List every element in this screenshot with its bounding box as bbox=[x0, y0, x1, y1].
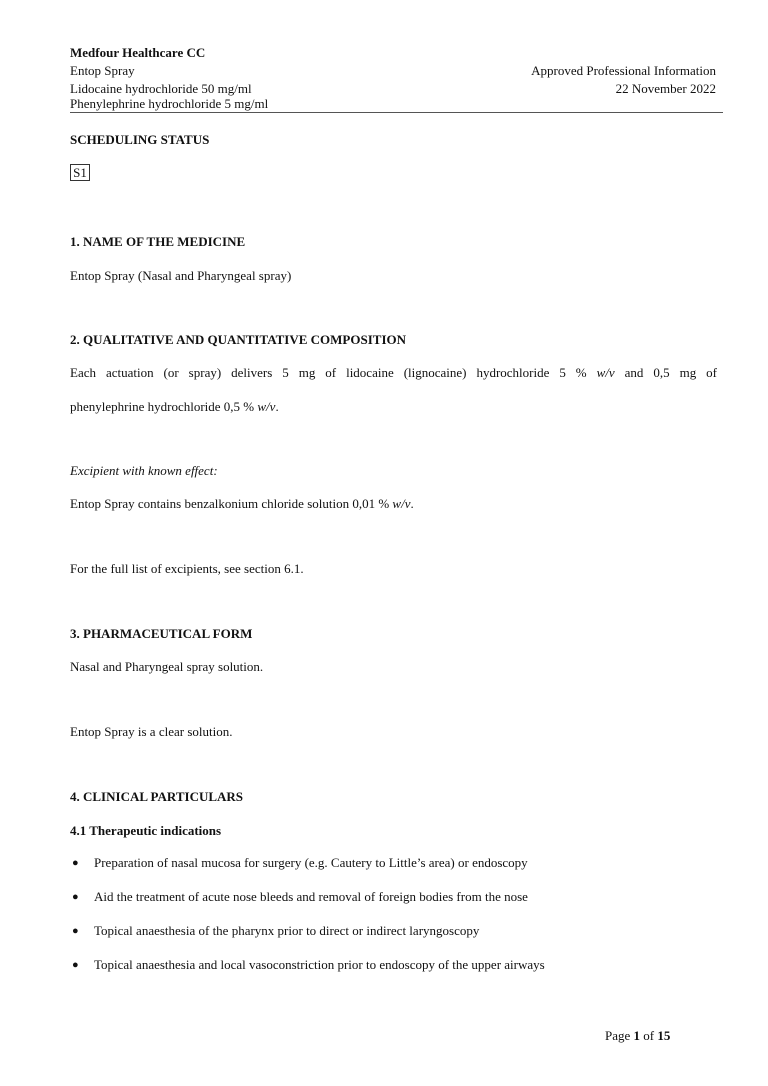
pharmaceutical-form-text: Nasal and Pharyngeal spray solution. bbox=[70, 659, 264, 674]
page-total: 15 bbox=[657, 1028, 671, 1043]
composition-line-1-end: and 0,5 mg of bbox=[624, 365, 717, 380]
bullet-point-icon: ● bbox=[72, 857, 79, 869]
document-type: Approved Professional Information bbox=[531, 63, 716, 78]
composition-line-1 bbox=[70, 365, 717, 381]
excipient-unit: w/v bbox=[392, 496, 411, 511]
section-4-heading: 4. CLINICAL PARTICULARS bbox=[70, 789, 244, 804]
bullet-point-icon: ● bbox=[72, 891, 79, 903]
indication-item: Aid the treatment of acute nose bleeds and removal of foreign bodies from the nose bbox=[94, 889, 528, 904]
composition-line-2-unit: w/v bbox=[257, 399, 276, 414]
header-divider bbox=[70, 112, 723, 113]
appearance-text: Entop Spray is a clear solution. bbox=[70, 724, 233, 739]
indication-item: Preparation of nasal mucosa for surgery (e.g. Cautery to Little’s area) or endoscopy bbox=[94, 855, 528, 870]
excipient-text-main: Entop Spray contains benzalkonium chloride solution 0,01 % bbox=[70, 496, 390, 511]
excipient-heading: Excipient with known effect: bbox=[70, 463, 218, 478]
indication-item: Topical anaesthesia and local vasoconstriction prior to endoscopy of the upper airways bbox=[94, 957, 545, 972]
page-of: of bbox=[643, 1028, 655, 1043]
document-date: 22 November 2022 bbox=[615, 81, 716, 96]
excipient-text bbox=[70, 496, 414, 512]
section-1-text: Entop Spray (Nasal and Pharyngeal spray) bbox=[70, 268, 292, 283]
section-1-heading: 1. NAME OF THE MEDICINE bbox=[70, 234, 246, 249]
scheduling-status-box: S1 bbox=[70, 164, 90, 181]
ingredient-1: Lidocaine hydrochloride 50 mg/ml bbox=[70, 81, 252, 96]
excipient-end: . bbox=[410, 496, 414, 511]
section-3-heading: 3. PHARMACEUTICAL FORM bbox=[70, 626, 253, 641]
bullet-point-icon: ● bbox=[72, 959, 79, 971]
composition-line-2-end: . bbox=[275, 399, 279, 414]
section-2-heading: 2. QUALITATIVE AND QUANTITATIVE COMPOSITION bbox=[70, 332, 407, 347]
page-current: 1 bbox=[633, 1028, 641, 1043]
product-name: Entop Spray bbox=[70, 63, 135, 78]
indication-item: Topical anaesthesia of the pharynx prior to direct or indirect laryngoscopy bbox=[94, 923, 480, 938]
page-number bbox=[605, 1028, 670, 1044]
scheduling-heading: SCHEDULING STATUS bbox=[70, 132, 210, 147]
bullet-point-icon: ● bbox=[72, 925, 79, 937]
composition-line-1-unit: w/v bbox=[596, 365, 615, 380]
company-name: Medfour Healthcare CC bbox=[70, 45, 206, 60]
composition-line-1-text: Each actuation (or spray) delivers 5 mg of lidocaine (lignocaine) hydrochloride 5 % bbox=[70, 365, 587, 380]
subsection-4-1-heading: 4.1 Therapeutic indications bbox=[70, 823, 222, 838]
page-prefix: Page bbox=[605, 1028, 631, 1043]
composition-line-2 bbox=[70, 399, 279, 415]
full-excipient-list-note: For the full list of excipients, see section 6.1. bbox=[70, 561, 304, 576]
ingredient-2: Phenylephrine hydrochloride 5 mg/ml bbox=[70, 96, 269, 111]
composition-line-2-text: phenylephrine hydrochloride 0,5 % bbox=[70, 399, 255, 414]
